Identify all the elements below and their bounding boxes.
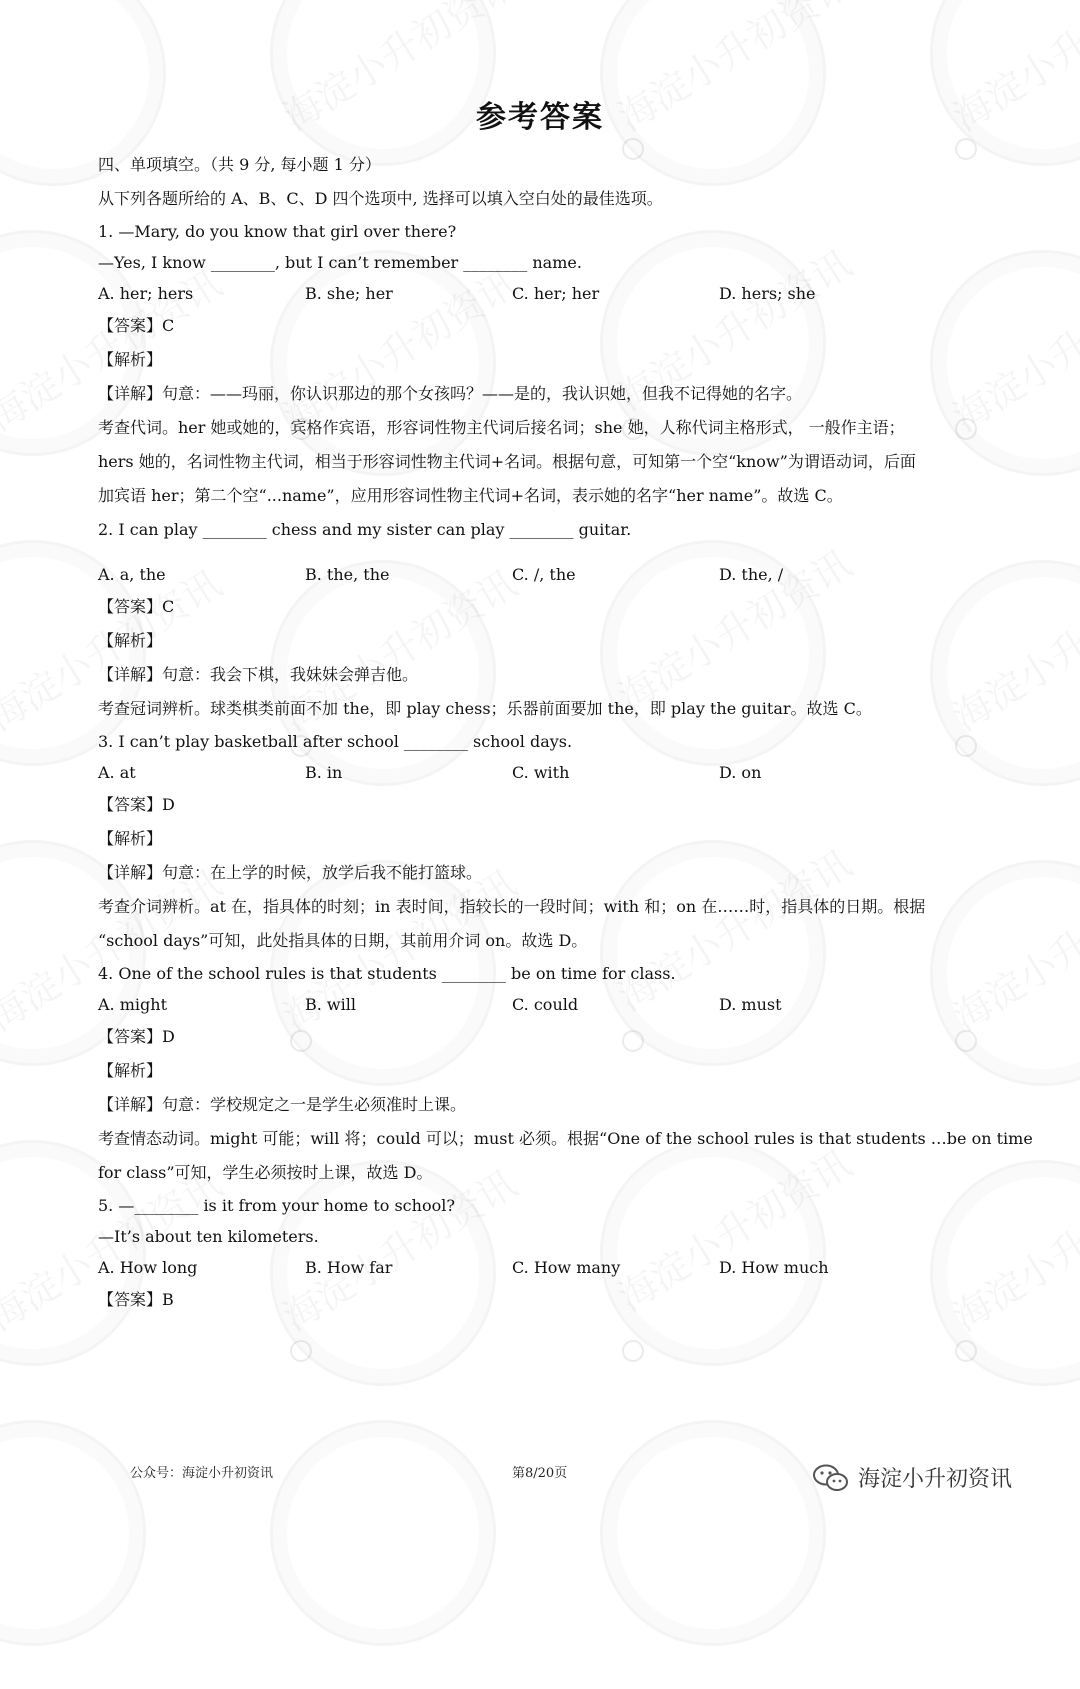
options-row <box>98 278 1008 309</box>
option-a: A. might <box>98 995 167 1014</box>
explanation: 考查代词。her 她或她的，宾格作宾语，形容词性物主代词后接名词；she 她，人称代词主格形式， 一般作主语； <box>98 418 905 437</box>
question-text: —It’s about ten kilometers. <box>98 1227 319 1246</box>
question-5 <box>98 1190 1008 1317</box>
explanation: 考查冠词辨析。球类棋类前面不加 the，即 play chess；乐器前面要加 the，即 play the guitar。故选 C。 <box>98 699 872 718</box>
question-text: 4. One of the school rules is that students ________ be on time for class. <box>98 964 676 983</box>
page-number: 第8/20页 <box>512 1466 568 1481</box>
answer: 【答案】C <box>98 597 175 616</box>
option-d: D. the, / <box>719 565 784 584</box>
explanation: “school days”可知，此处指具体的日期，其前用介词 on。故选 D。 <box>98 931 588 950</box>
option-b: B. in <box>305 763 343 782</box>
option-a: A. a, the <box>98 565 166 584</box>
detail: 【详解】句意：在上学的时候，放学后我不能打篮球。 <box>98 863 483 882</box>
section-header: 四、单项填空。（共 9 分, 每小题 1 分） <box>98 155 381 174</box>
option-b: B. How far <box>305 1258 393 1277</box>
option-d: D. must <box>719 995 782 1014</box>
watermark-dot <box>955 1340 977 1362</box>
analysis-label: 【解析】 <box>98 829 163 848</box>
analysis-label: 【解析】 <box>98 350 163 369</box>
explanation: 加宾语 her；第二个空“...name”，应用形容词性物主代词+名词，表示她的名字“her name”。故选 C。 <box>98 486 843 505</box>
option-a: A. her; hers <box>98 284 194 303</box>
brand-mark <box>812 1462 1012 1493</box>
question-text: 1. —Mary, do you know that girl over there? <box>98 222 457 241</box>
watermark-seal <box>227 1377 538 1688</box>
footer-account: 公众号：海淀小升初资讯 <box>130 1466 274 1481</box>
explanation: 考查情态动词。might 可能；will 将；could 可以；must 必须。根据“One of the school rules is that students …be on time <box>98 1129 1033 1148</box>
options-row <box>98 989 1008 1020</box>
options-row <box>98 757 1008 788</box>
option-c: C. with <box>512 763 570 782</box>
option-c: C. How many <box>512 1258 621 1277</box>
option-c: C. her; her <box>512 284 600 303</box>
answer: 【答案】D <box>98 795 175 814</box>
watermark-seal <box>0 1377 189 1688</box>
option-d: D. How much <box>719 1258 829 1277</box>
question-text: 5. —________ is it from your home to school? <box>98 1196 455 1215</box>
question-text: 3. I can’t play basketball after school ________ school days. <box>98 732 573 751</box>
question-text: —Yes, I know ________, but I can’t remember ________ name. <box>98 253 582 272</box>
watermark-dot <box>290 1340 312 1362</box>
option-a: A. How long <box>98 1258 198 1277</box>
watermark-dot <box>622 1340 644 1362</box>
detail: 【详解】句意：我会下棋，我妹妹会弹吉他。 <box>98 665 419 684</box>
analysis-label: 【解析】 <box>98 1061 163 1080</box>
option-c: C. could <box>512 995 579 1014</box>
question-3 <box>98 726 1008 958</box>
question-4 <box>98 958 1033 1190</box>
answer: 【答案】C <box>98 316 175 335</box>
wechat-icon <box>812 1463 850 1493</box>
explanation: hers 她的，名词性物主代词，相当于形容词性物主代词+名词。根据句意，可知第一个空“know”为谓语动词，后面 <box>98 452 916 471</box>
detail: 【详解】句意：学校规定之一是学生必须准时上课。 <box>98 1095 467 1114</box>
answer: 【答案】D <box>98 1027 175 1046</box>
detail: 【详解】句意：——玛丽，你认识那边的那个女孩吗？——是的，我认识她，但我不记得她的名字。 <box>98 384 803 403</box>
question-1 <box>98 216 1008 513</box>
options-row <box>98 1252 1008 1283</box>
option-c: C. /, the <box>512 565 576 584</box>
analysis-label: 【解析】 <box>98 631 163 650</box>
explanation: 考查介词辨析。at 在，指具体的时刻；in 表时间，指较长的一段时间；with 和；on 在……时，指具体的日期。根据 <box>98 897 926 916</box>
brand-name: 海淀小升初资讯 <box>858 1467 1013 1492</box>
option-d: D. on <box>719 763 762 782</box>
explanation: for class”可知，学生必须按时上课，故选 D。 <box>98 1163 433 1182</box>
question-text: 2. I can play ________ chess and my sister can play ________ guitar. <box>98 520 632 539</box>
option-b: B. will <box>305 995 356 1014</box>
watermark-seal <box>557 1377 868 1688</box>
question-2 <box>98 513 1008 726</box>
page-title: 参考答案 <box>476 100 604 135</box>
instruction: 从下列各题所给的 A、B、C、D 四个选项中, 选择可以填入空白处的最佳选项。 <box>98 189 663 208</box>
option-a: A. at <box>98 763 136 782</box>
option-b: B. the, the <box>305 565 390 584</box>
option-b: B. she; her <box>305 284 393 303</box>
answer-content <box>98 148 1033 1317</box>
answer: 【答案】B <box>98 1290 174 1309</box>
options-row <box>98 559 1008 590</box>
option-d: D. hers; she <box>719 284 816 303</box>
